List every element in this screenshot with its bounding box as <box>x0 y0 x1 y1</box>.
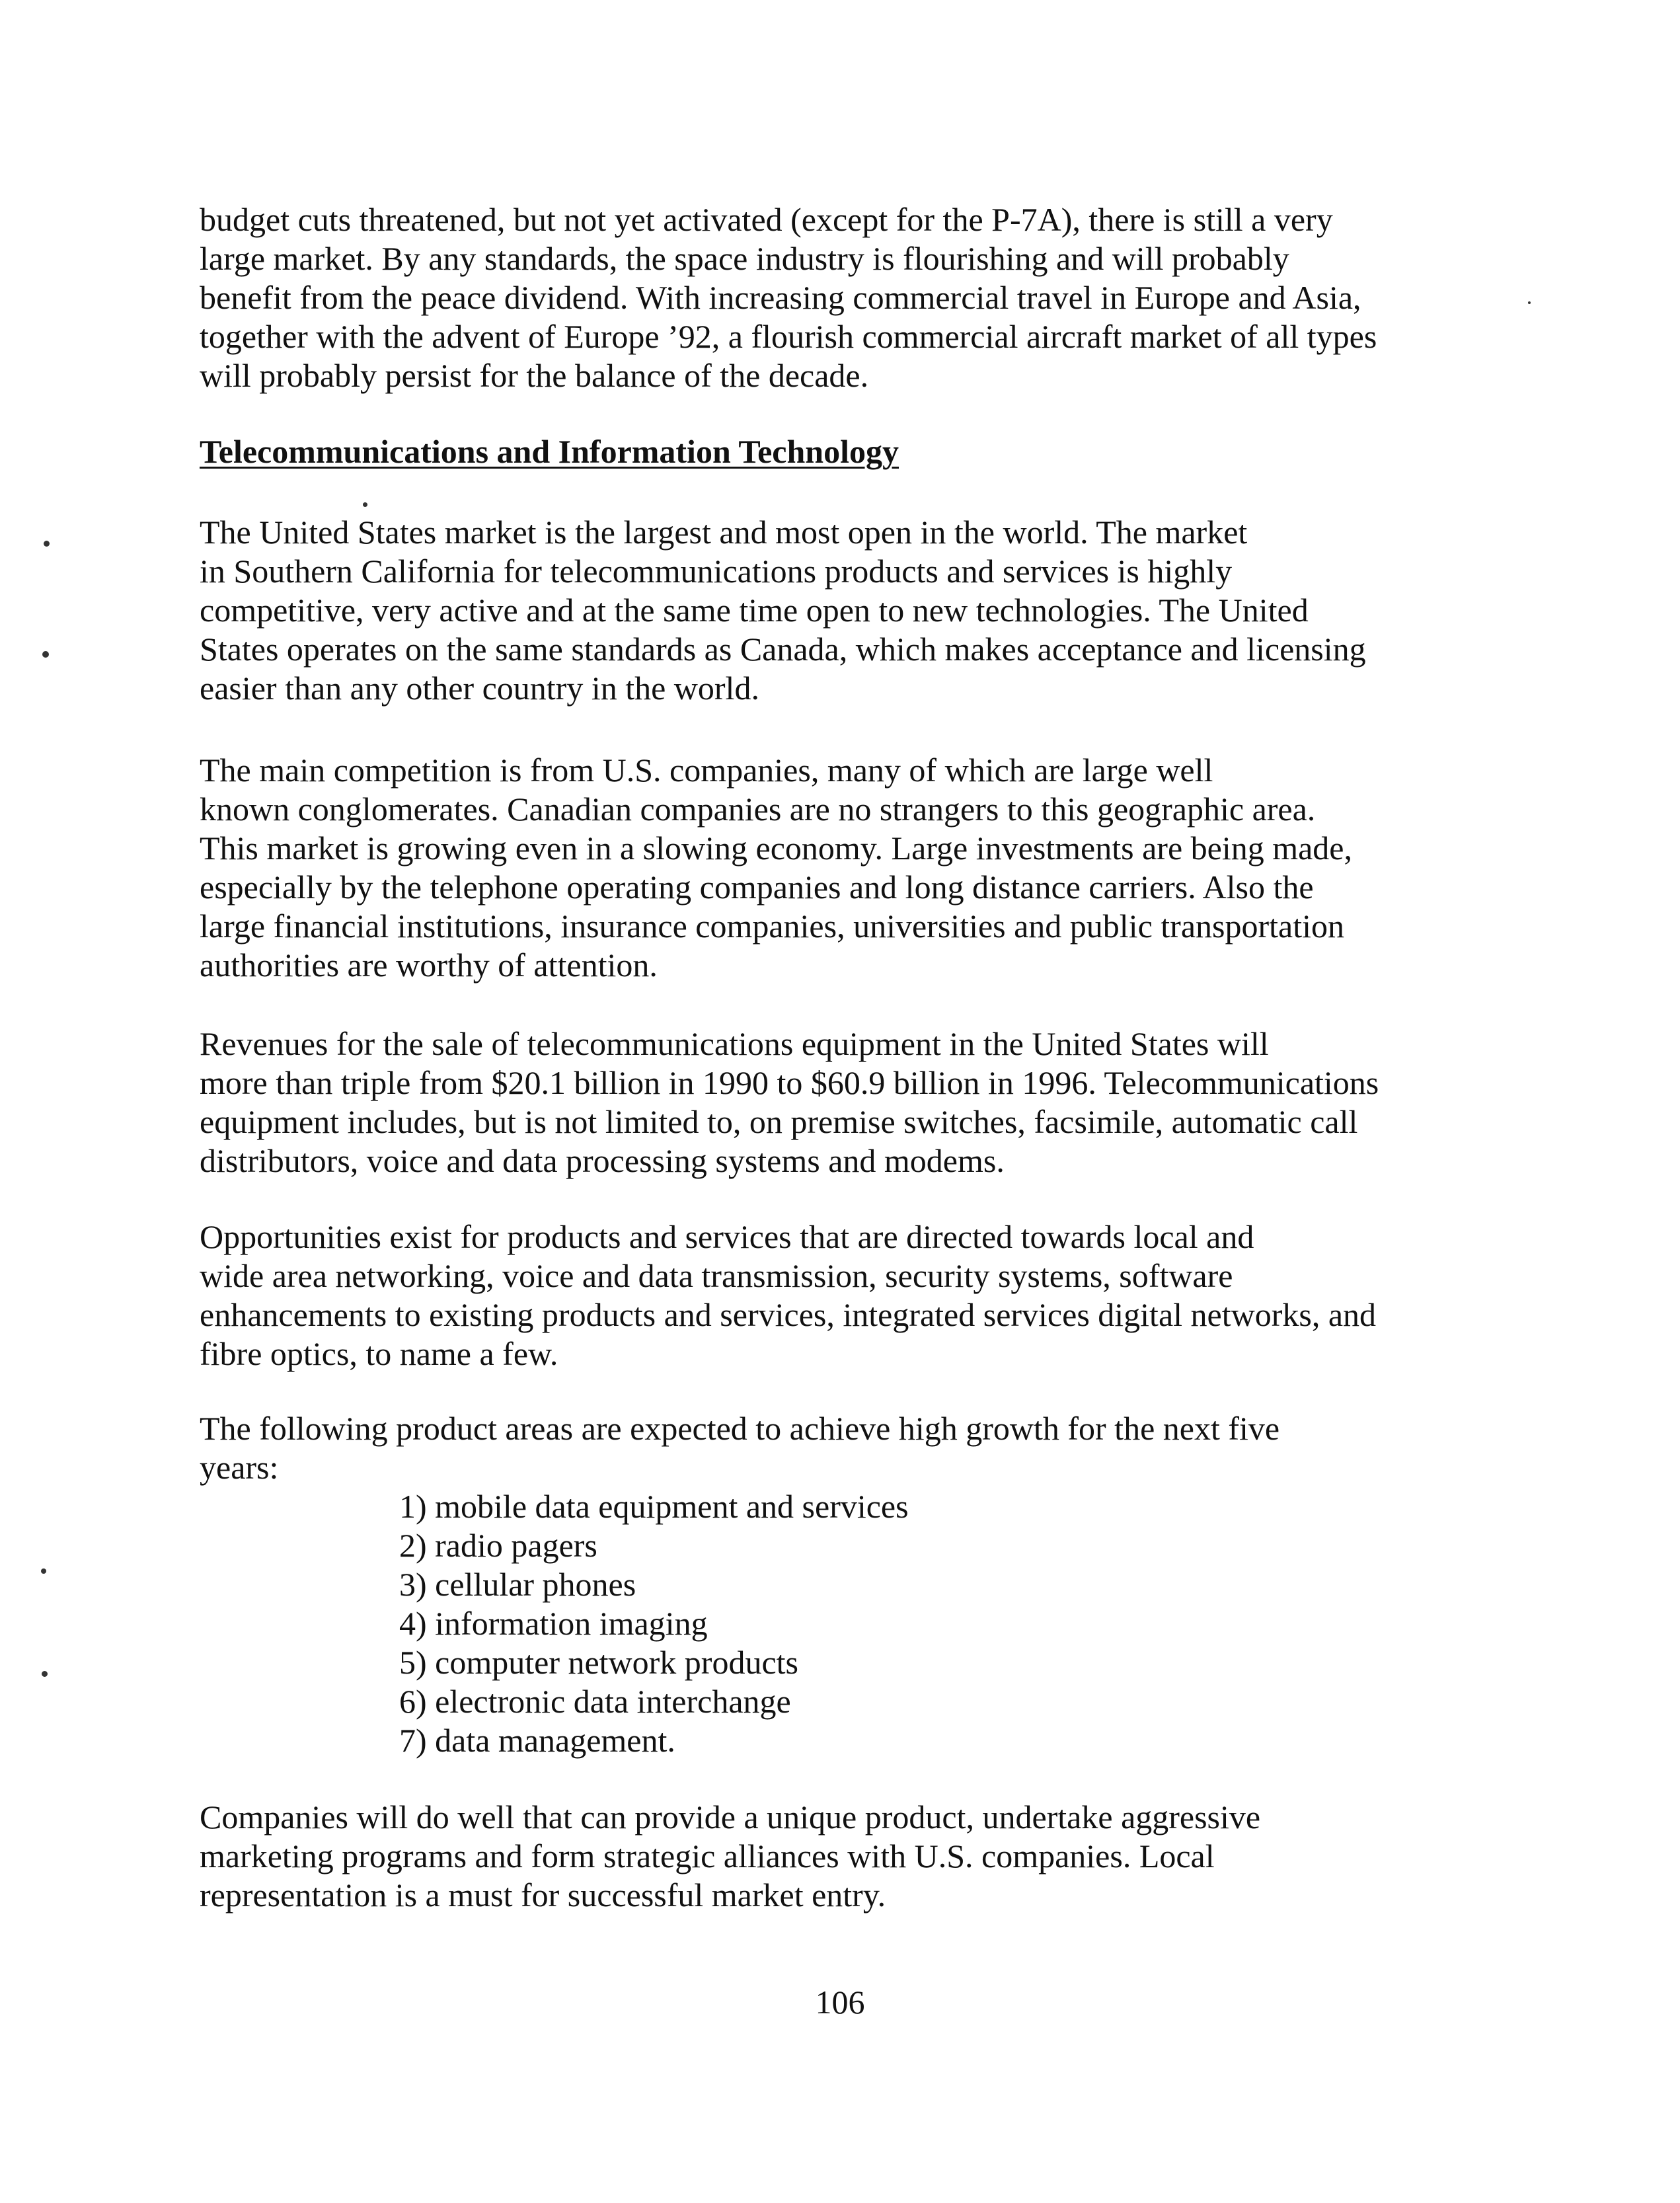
list-item: 3) cellular phones <box>399 1566 636 1603</box>
list-item: 7) data management. <box>399 1722 675 1759</box>
page-number: 106 <box>815 1984 865 2021</box>
paragraph-aerospace-market: budget cuts threatened, but not yet activated (except for the P-7A), there is still a very large market. By any standards, the space industry is flourishing and will probably benefit from the peace dividend. With increasing commercial travel in Europe and Asia, together with the advent of Europe ’92, a flourish commercial aircraft market of all types will probably persist for the balance of the decade. <box>200 201 1377 394</box>
list-item: 4) information imaging <box>399 1605 708 1642</box>
paragraph-revenues: Revenues for the sale of telecommunications equipment in the United States will more than triple from $20.1 billion in 1990 to $60.9 billion in 1996. Telecommunications equipment includes, but is not limited to, on premise switches, facsimile, automatic call distributors, voice and data processing systems and modems. <box>200 1025 1379 1179</box>
paragraph-growth-intro: The following product areas are expected to achieve high growth for the next five years: <box>200 1410 1280 1486</box>
list-item: 1) mobile data equipment and services <box>399 1488 909 1525</box>
paragraph-companies: Companies will do well that can provide a unique product, undertake aggressive marketing programs and form strategic alliances with U.S. companies. Local representation is a must for successful market entry. <box>200 1798 1261 1913</box>
list-item: 6) electronic data interchange <box>399 1683 791 1720</box>
list-item: 2) radio pagers <box>399 1527 597 1564</box>
scan-speck <box>44 541 50 547</box>
paragraph-competition: The main competition is from U.S. companies, many of which are large well known conglomerates. Canadian companies are no strangers to this geographic area. This market is growing even in a slowing economy. Large investments are being made, especially by the telephone operating companies and long distance carriers. Also the large financial institutions, insurance companies, universities and public transportation authorities are worthy of attention. <box>200 752 1352 984</box>
scan-speck <box>42 1671 48 1677</box>
paragraph-us-market: The United States market is the largest and most open in the world. The market in Southern California for telecommunications products and services is highly competitive, very active and at the same time open to new technologies. The United States operates on the same standards as Canada, which makes acceptance and licensing easier than any other country in the world. <box>200 514 1366 707</box>
scan-speck <box>363 502 367 507</box>
growth-product-list <box>399 1487 1192 1760</box>
scan-speck <box>42 651 49 658</box>
paragraph-opportunities: Opportunities exist for products and services that are directed towards local and wide area networking, voice and data transmission, security systems, software enhancements to existing products and services, integrated services digital networks, and fibre optics, to name a few. <box>200 1218 1377 1372</box>
scan-speck <box>41 1568 46 1574</box>
section-heading: Telecommunications and Information Technology <box>200 433 899 470</box>
scan-speck <box>1528 301 1531 304</box>
list-item: 5) computer network products <box>399 1644 799 1681</box>
